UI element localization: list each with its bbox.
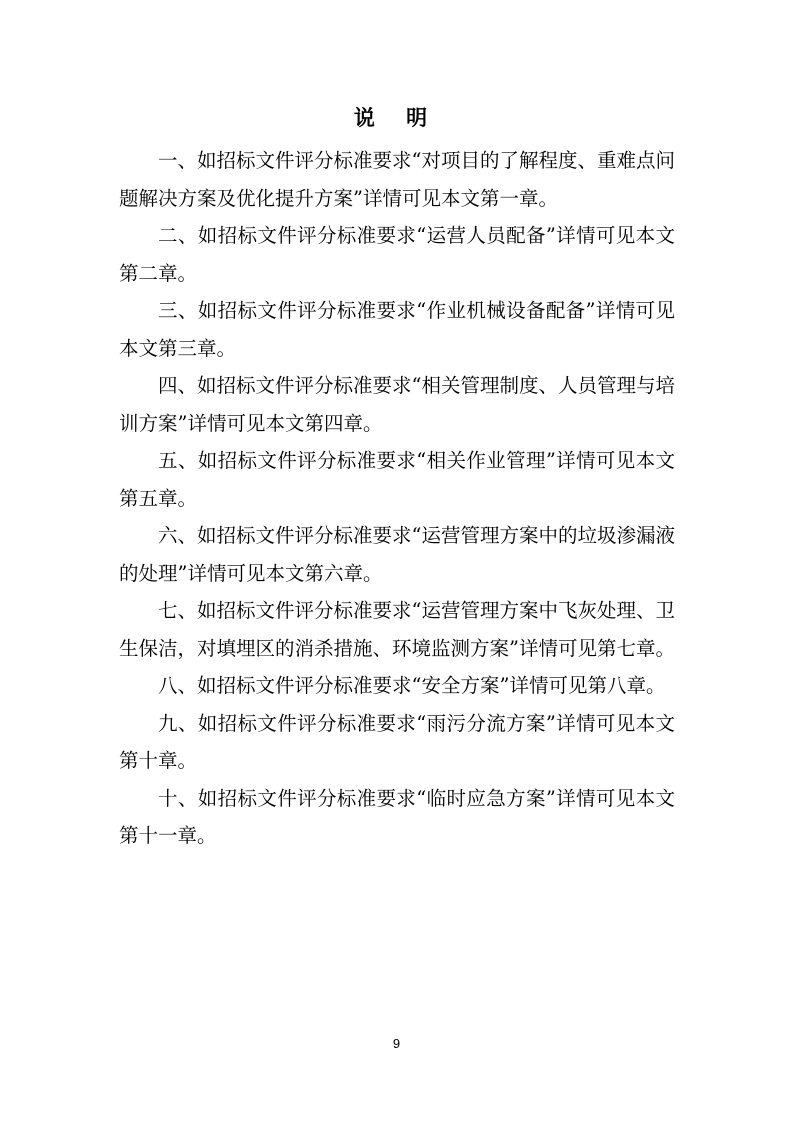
- paragraph-6: 六、如招标文件评分标准要求“运营管理方案中的垃圾渗漏液的处理”详情可见本文第六章。: [119, 524, 675, 585]
- paragraph-5: 五、如招标文件评分标准要求“相关作业管理”详情可见本文第五章。: [119, 449, 675, 510]
- paragraph-4: 四、如招标文件评分标准要求“相关管理制度、人员管理与培训方案”详情可见本文第四章。: [119, 374, 675, 435]
- page-number: 9: [392, 1036, 401, 1051]
- paragraph-9: 九、如招标文件评分标准要求“雨污分流方案”详情可见本文第十章。: [119, 711, 675, 772]
- paragraph-10: 十、如招标文件评分标准要求“临时应急方案”详情可见本文第十一章。: [119, 786, 675, 847]
- page-title: 说 明: [353, 105, 440, 130]
- body-text: [119, 142, 675, 855]
- paragraph-2: 二、如招标文件评分标准要求“运营人员配备”详情可见本文第二章。: [119, 224, 675, 285]
- paragraph-1: 一、如招标文件评分标准要求“对项目的了解程度、重难点问题解决方案及优化提升方案”详情可见本文第一章。: [119, 149, 675, 210]
- paragraph-7: 七、如招标文件评分标准要求“运营管理方案中飞灰处理、卫生保洁，对填埋区的消杀措施、环境监测方案”详情可见第七章。: [119, 599, 675, 660]
- paragraph-3: 三、如招标文件评分标准要求“作业机械设备配备”详情可见本文第三章。: [119, 299, 675, 360]
- paragraph-8: 八、如招标文件评分标准要求“安全方案”详情可见第八章。: [158, 674, 666, 697]
